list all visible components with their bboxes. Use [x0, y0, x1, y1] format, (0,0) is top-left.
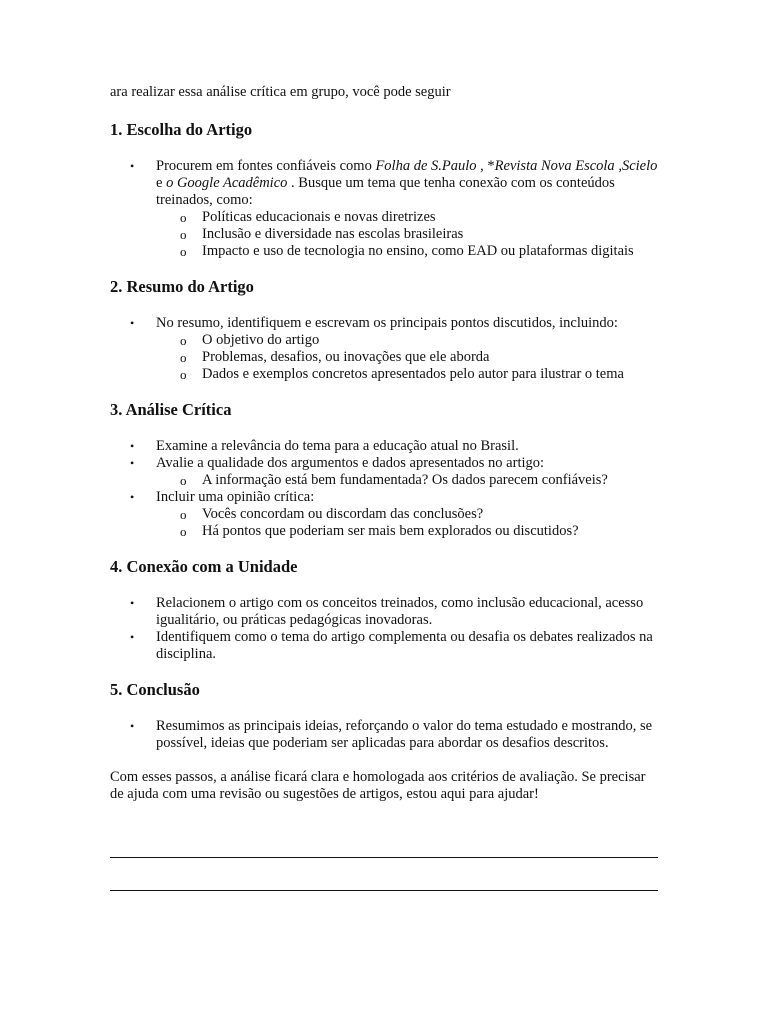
list-item: • Examine a relevância do tema para a educação atual no Brasil. — [130, 438, 519, 454]
sub-list-item: o A informação está bem fundamentada? Os dados parecem confiáveis? — [180, 472, 608, 488]
sub-bullet-icon: o — [180, 367, 187, 382]
sub-bullet-icon: o — [180, 333, 187, 348]
sub-list-item: o Vocês concordam ou discordam das conclusões? — [180, 506, 484, 522]
list-item: • Resumimos as principais ideias, reforçando o valor do tema estudado e mostrando, se possível, ideias que poderiam ser aplicadas para abordar os desafios descritos. — [130, 718, 653, 751]
section-3-sublist-a — [156, 472, 658, 489]
bullet-icon: • — [130, 316, 135, 330]
source-google-academico: o Google Acadêmico — [166, 175, 288, 191]
horizontal-rule — [110, 890, 658, 891]
sub-list-item: o Impacto e uso de tecnologia no ensino, como EAD ou plataformas digitais — [180, 243, 634, 259]
section-2-heading: 2. Resumo do Artigo — [110, 277, 254, 296]
sub-list-item: o O objetivo do artigo — [180, 332, 320, 348]
sub-bullet-icon: o — [180, 244, 187, 259]
sub-bullet-icon: o — [180, 507, 187, 522]
section-1-heading: 1. Escolha do Artigo — [110, 120, 253, 139]
sub-bullet-icon: o — [180, 524, 187, 539]
list-item: • Relacionem o artigo com os conceitos treinados, como inclusão educacional, acesso igualitário, ou práticas pedagógicas inovadoras. — [130, 595, 644, 628]
intro-text: ara realizar essa análise crítica em grupo, você pode seguir — [110, 84, 451, 100]
sub-list-item: o Inclusão e diversidade nas escolas brasileiras — [180, 226, 464, 242]
section-1-sublist — [156, 209, 658, 260]
bullet-icon: • — [130, 439, 135, 453]
document-body — [110, 84, 658, 803]
list-item: • No resumo, identifiquem e escrevam os principais pontos discutidos, incluindo: o O objetivo do artigo o Problemas, desafios, ou inovações que ele aborda o Dados e exemplos concretos apresentados pelo autor para ilustrar o tema — [110, 315, 658, 383]
section-5-heading: 5. Conclusão — [110, 680, 200, 699]
list-item: • Avalie a qualidade dos argumentos e dados apresentados no artigo: o A informação está bem fundamentada? Os dados parecem confiáveis? — [110, 455, 658, 489]
source-revista-nova-escola: Revista Nova Escola — [494, 158, 615, 174]
sub-list-item: o Políticas educacionais e novas diretrizes — [180, 209, 436, 225]
bullet-icon: • — [130, 719, 135, 733]
bullet-icon: • — [130, 456, 135, 470]
list-item: • Incluir uma opinião crítica: o Vocês concordam ou discordam das conclusões? o Há pontos que poderiam ser mais bem explorados ou discutidos? — [110, 489, 658, 540]
bullet-icon: • — [130, 596, 135, 610]
sub-list-item: o Dados e exemplos concretos apresentados pelo autor para ilustrar o tema — [180, 366, 624, 382]
sub-list-item: o Há pontos que poderiam ser mais bem explorados ou discutidos? — [180, 523, 579, 539]
section-3-list — [110, 438, 658, 540]
sub-bullet-icon: o — [180, 210, 187, 225]
sub-bullet-icon: o — [180, 473, 187, 488]
horizontal-rule — [110, 857, 658, 858]
bullet-icon: • — [130, 490, 135, 504]
sub-list-item: o Problemas, desafios, ou inovações que ele aborda — [180, 349, 490, 365]
section-1-list — [110, 158, 658, 260]
section-5-list — [110, 718, 658, 752]
sub-bullet-icon: o — [180, 350, 187, 365]
section-4-heading: 4. Conexão com a Unidade — [110, 557, 298, 576]
section-3-sublist-b — [156, 506, 658, 540]
source-folha: Folha de S.Paulo — [375, 158, 477, 174]
closing-paragraph: Com esses passos, a análise ficará clara e homologada aos critérios de avaliação. Se precisar de ajuda com uma revisão ou sugestões de artigos, estou aqui para ajudar! — [110, 769, 646, 802]
list-item: • Procurem em fontes confiáveis como Folha de S.Paulo , *Revista Nova Escola ,Scielo e o Google Acadêmico . Busque um tema que tenha conexão com os conteúdos treinados, como: o Políticas educacionais e novas diretrizes o Inclusão e diversidade nas escolas brasileiras o Impacto e uso de tecnologia no ensino, como EAD ou plataformas digitais — [130, 158, 658, 259]
section-3-heading: 3. Análise Crítica — [110, 400, 232, 419]
source-scielo: Scielo — [621, 158, 658, 174]
sub-bullet-icon: o — [180, 227, 187, 242]
list-item: • Identifiquem como o tema do artigo complementa ou desafia os debates realizados na disciplina. — [130, 629, 653, 662]
section-2-list — [110, 315, 658, 383]
section-4-list — [110, 595, 658, 663]
section-2-sublist — [156, 332, 658, 383]
bullet-icon: • — [130, 630, 135, 644]
bullet-icon: • — [130, 159, 135, 173]
